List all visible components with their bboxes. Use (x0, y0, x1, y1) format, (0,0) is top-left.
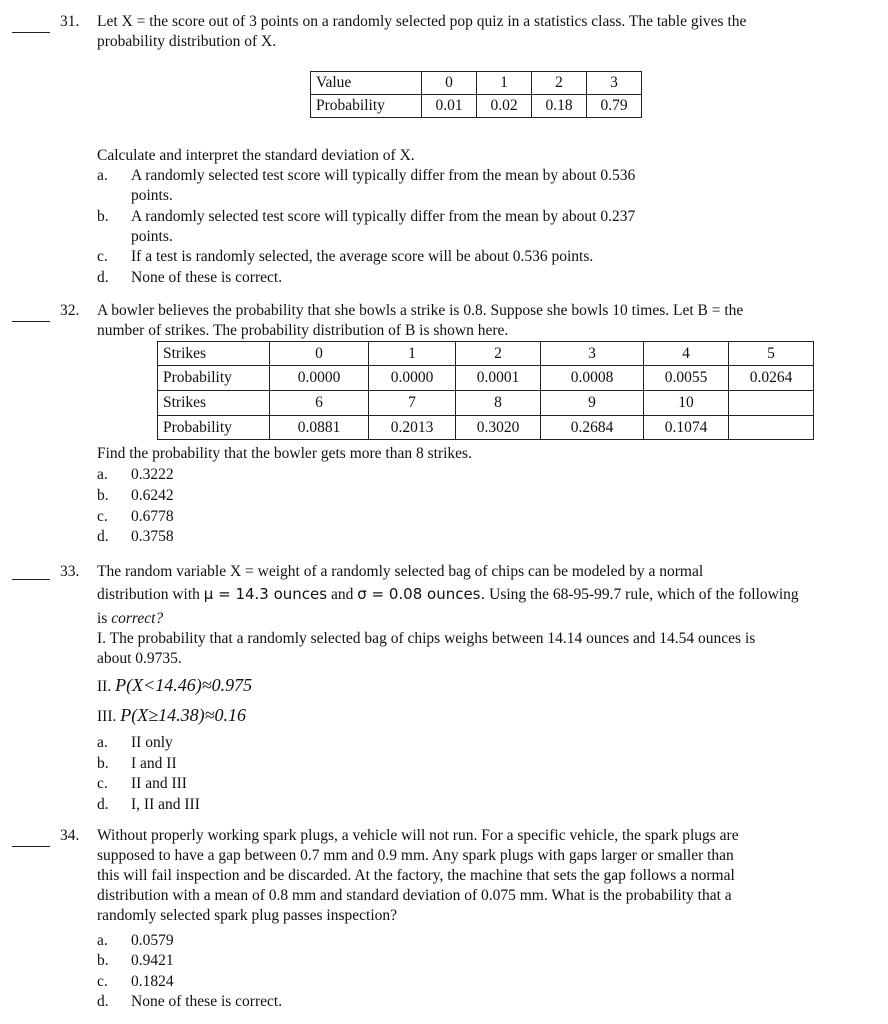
answer-blank-33[interactable] (12, 579, 50, 580)
choice-label: a. (97, 932, 108, 949)
choice-label: a. (97, 466, 108, 483)
choice-label: d. (97, 269, 109, 286)
question-number: 33. (60, 563, 80, 580)
table-cell: Probability (311, 95, 422, 118)
choice-label: d. (97, 993, 109, 1010)
statement-label: II. (97, 678, 112, 695)
table-cell: 7 (369, 391, 456, 416)
choice-label: b. (97, 487, 109, 504)
choice-label: d. (97, 528, 109, 545)
choice-text: 0.0579 (131, 932, 174, 949)
table-cell: 0.1074 (644, 416, 729, 440)
table-cell (729, 391, 814, 416)
stem-line: supposed to have a gap between 0.7 mm and 0.9 mm. Any spark plugs with gaps larger or smaller than (97, 847, 734, 864)
stem-line: distribution with a mean of 0.8 mm and standard deviation of 0.075 mm. What is the probability that a (97, 887, 732, 904)
table-cell: 8 (456, 391, 541, 416)
table-cell (729, 416, 814, 440)
choice-label: c. (97, 775, 108, 792)
stem-line: A bowler believes the probability that she bowls a strike is 0.8. Suppose she bowls 10 times. Let B = the (97, 302, 744, 319)
stem-line (97, 609, 867, 629)
choice-text: I and II (131, 755, 177, 772)
table-cell: Strikes (158, 391, 270, 416)
table-cell: 3 (541, 342, 644, 366)
table-cell: 9 (541, 391, 644, 416)
table-cell: Probability (158, 366, 270, 391)
table-row (311, 95, 642, 118)
table-cell: Value (311, 72, 422, 95)
table-row (158, 342, 814, 366)
table-cell: 4 (644, 342, 729, 366)
choice-text: points. (131, 228, 173, 245)
table-cell: 0.0264 (729, 366, 814, 391)
answer-blank-34[interactable] (12, 846, 50, 847)
question-number: 34. (60, 827, 80, 844)
table-cell: Strikes (158, 342, 270, 366)
sigma-value: σ = 0.08 ounces. (357, 585, 486, 603)
stem-text: Using the 68-95-99.7 rule, which of the following (489, 586, 799, 603)
table-cell: 0.0055 (644, 366, 729, 391)
table-cell: 2 (532, 72, 587, 95)
table-cell: 0.0008 (541, 366, 644, 391)
table-cell: 0 (422, 72, 477, 95)
table-cell: 0.79 (587, 95, 642, 118)
table-cell: 0.2684 (541, 416, 644, 440)
stem-line: number of strikes. The probability distribution of B is shown here. (97, 322, 509, 339)
question-stem (97, 301, 867, 341)
table-cell: 5 (729, 342, 814, 366)
choice-label: b. (97, 952, 109, 969)
probability-table-x (310, 71, 642, 118)
question-prompt: Calculate and interpret the standard deviation of X. (97, 147, 415, 164)
table-cell: 0.0000 (270, 366, 369, 391)
table-cell: 0.0001 (456, 366, 541, 391)
choice-label: c. (97, 508, 108, 525)
question-stem (97, 12, 867, 52)
choice-text: None of these is correct. (131, 269, 283, 286)
table-cell: 0.18 (532, 95, 587, 118)
table-cell: 0.01 (422, 95, 477, 118)
choice-text: I, II and III (131, 796, 200, 813)
table-cell: 0.2013 (369, 416, 456, 440)
choice-text: 0.9421 (131, 952, 174, 969)
choice-text: 0.3222 (131, 466, 174, 483)
choice-text: 0.6778 (131, 508, 174, 525)
question-number: 32. (60, 302, 80, 319)
stem-text: correct? (111, 610, 164, 627)
stem-line: The random variable X = weight of a randomly selected bag of chips can be modeled by a normal (97, 563, 704, 580)
choice-label: a. (97, 734, 108, 751)
probability-table-strikes (157, 341, 814, 440)
stem-text: distribution with (97, 586, 200, 603)
choice-text: 0.6242 (131, 487, 174, 504)
statement-1-cont: about 0.9735. (97, 650, 182, 667)
choice-label: b. (97, 208, 109, 225)
stem-text: and (330, 586, 354, 603)
statement-label: III. (97, 708, 117, 725)
table-cell: 6 (270, 391, 369, 416)
table-cell: 0.0000 (369, 366, 456, 391)
mu-value: μ = 14.3 ounces (203, 585, 328, 603)
stem-line: Without properly working spark plugs, a vehicle will not run. For a specific vehicle, the spark plugs are (97, 827, 739, 844)
table-row (158, 416, 814, 440)
statement-expression: P(X≥14.38)≈0.16 (120, 705, 246, 725)
choice-text: II and III (131, 775, 187, 792)
stem-text: is (97, 610, 108, 627)
choice-label: b. (97, 755, 109, 772)
stem-line: randomly selected spark plug passes inspection? (97, 907, 398, 924)
table-cell: 0.3020 (456, 416, 541, 440)
stem-line: probability distribution of X. (97, 33, 277, 50)
question-stem (97, 826, 867, 926)
choice-text: points. (131, 187, 173, 204)
table-cell: 3 (587, 72, 642, 95)
statement-expression: P(X<14.46)≈0.975 (115, 675, 253, 695)
stem-line: this will fail inspection and be discarded. At the factory, the machine that sets the gap follows a normal (97, 867, 735, 884)
table-row (158, 391, 814, 416)
table-cell: 0.0881 (270, 416, 369, 440)
table-cell: Probability (158, 416, 270, 440)
table-cell: 0 (270, 342, 369, 366)
question-number: 31. (60, 13, 80, 30)
choice-label: a. (97, 167, 108, 184)
choice-text: II only (131, 734, 173, 751)
table-row (311, 72, 642, 95)
statement-1: I. The probability that a randomly selected bag of chips weighs between 14.14 ounces and 14.54 ounces is (97, 630, 756, 647)
choice-label: c. (97, 248, 108, 265)
question-stem (97, 562, 867, 729)
table-cell: 10 (644, 391, 729, 416)
choice-text: 0.1824 (131, 973, 174, 990)
answer-blank-32[interactable] (12, 321, 50, 322)
choice-label: c. (97, 973, 108, 990)
choice-text: 0.3758 (131, 528, 174, 545)
table-cell: 0.02 (477, 95, 532, 118)
answer-blank-31[interactable] (12, 32, 50, 33)
choice-text: A randomly selected test score will typically differ from the mean by about 0.237 (131, 208, 636, 225)
choice-text: A randomly selected test score will typically differ from the mean by about 0.536 (131, 167, 636, 184)
table-cell: 1 (477, 72, 532, 95)
question-prompt: Find the probability that the bowler gets more than 8 strikes. (97, 445, 472, 462)
stem-line (97, 584, 867, 605)
statement-2 (97, 675, 867, 699)
stem-line: Let X = the score out of 3 points on a randomly selected pop quiz in a statistics class. The table gives the (97, 13, 747, 30)
table-cell: 2 (456, 342, 541, 366)
choice-text: None of these is correct. (131, 993, 283, 1010)
choice-text: If a test is randomly selected, the average score will be about 0.536 points. (131, 248, 594, 265)
statement-3 (97, 705, 867, 729)
table-row (158, 366, 814, 391)
table-cell: 1 (369, 342, 456, 366)
choice-label: d. (97, 796, 109, 813)
